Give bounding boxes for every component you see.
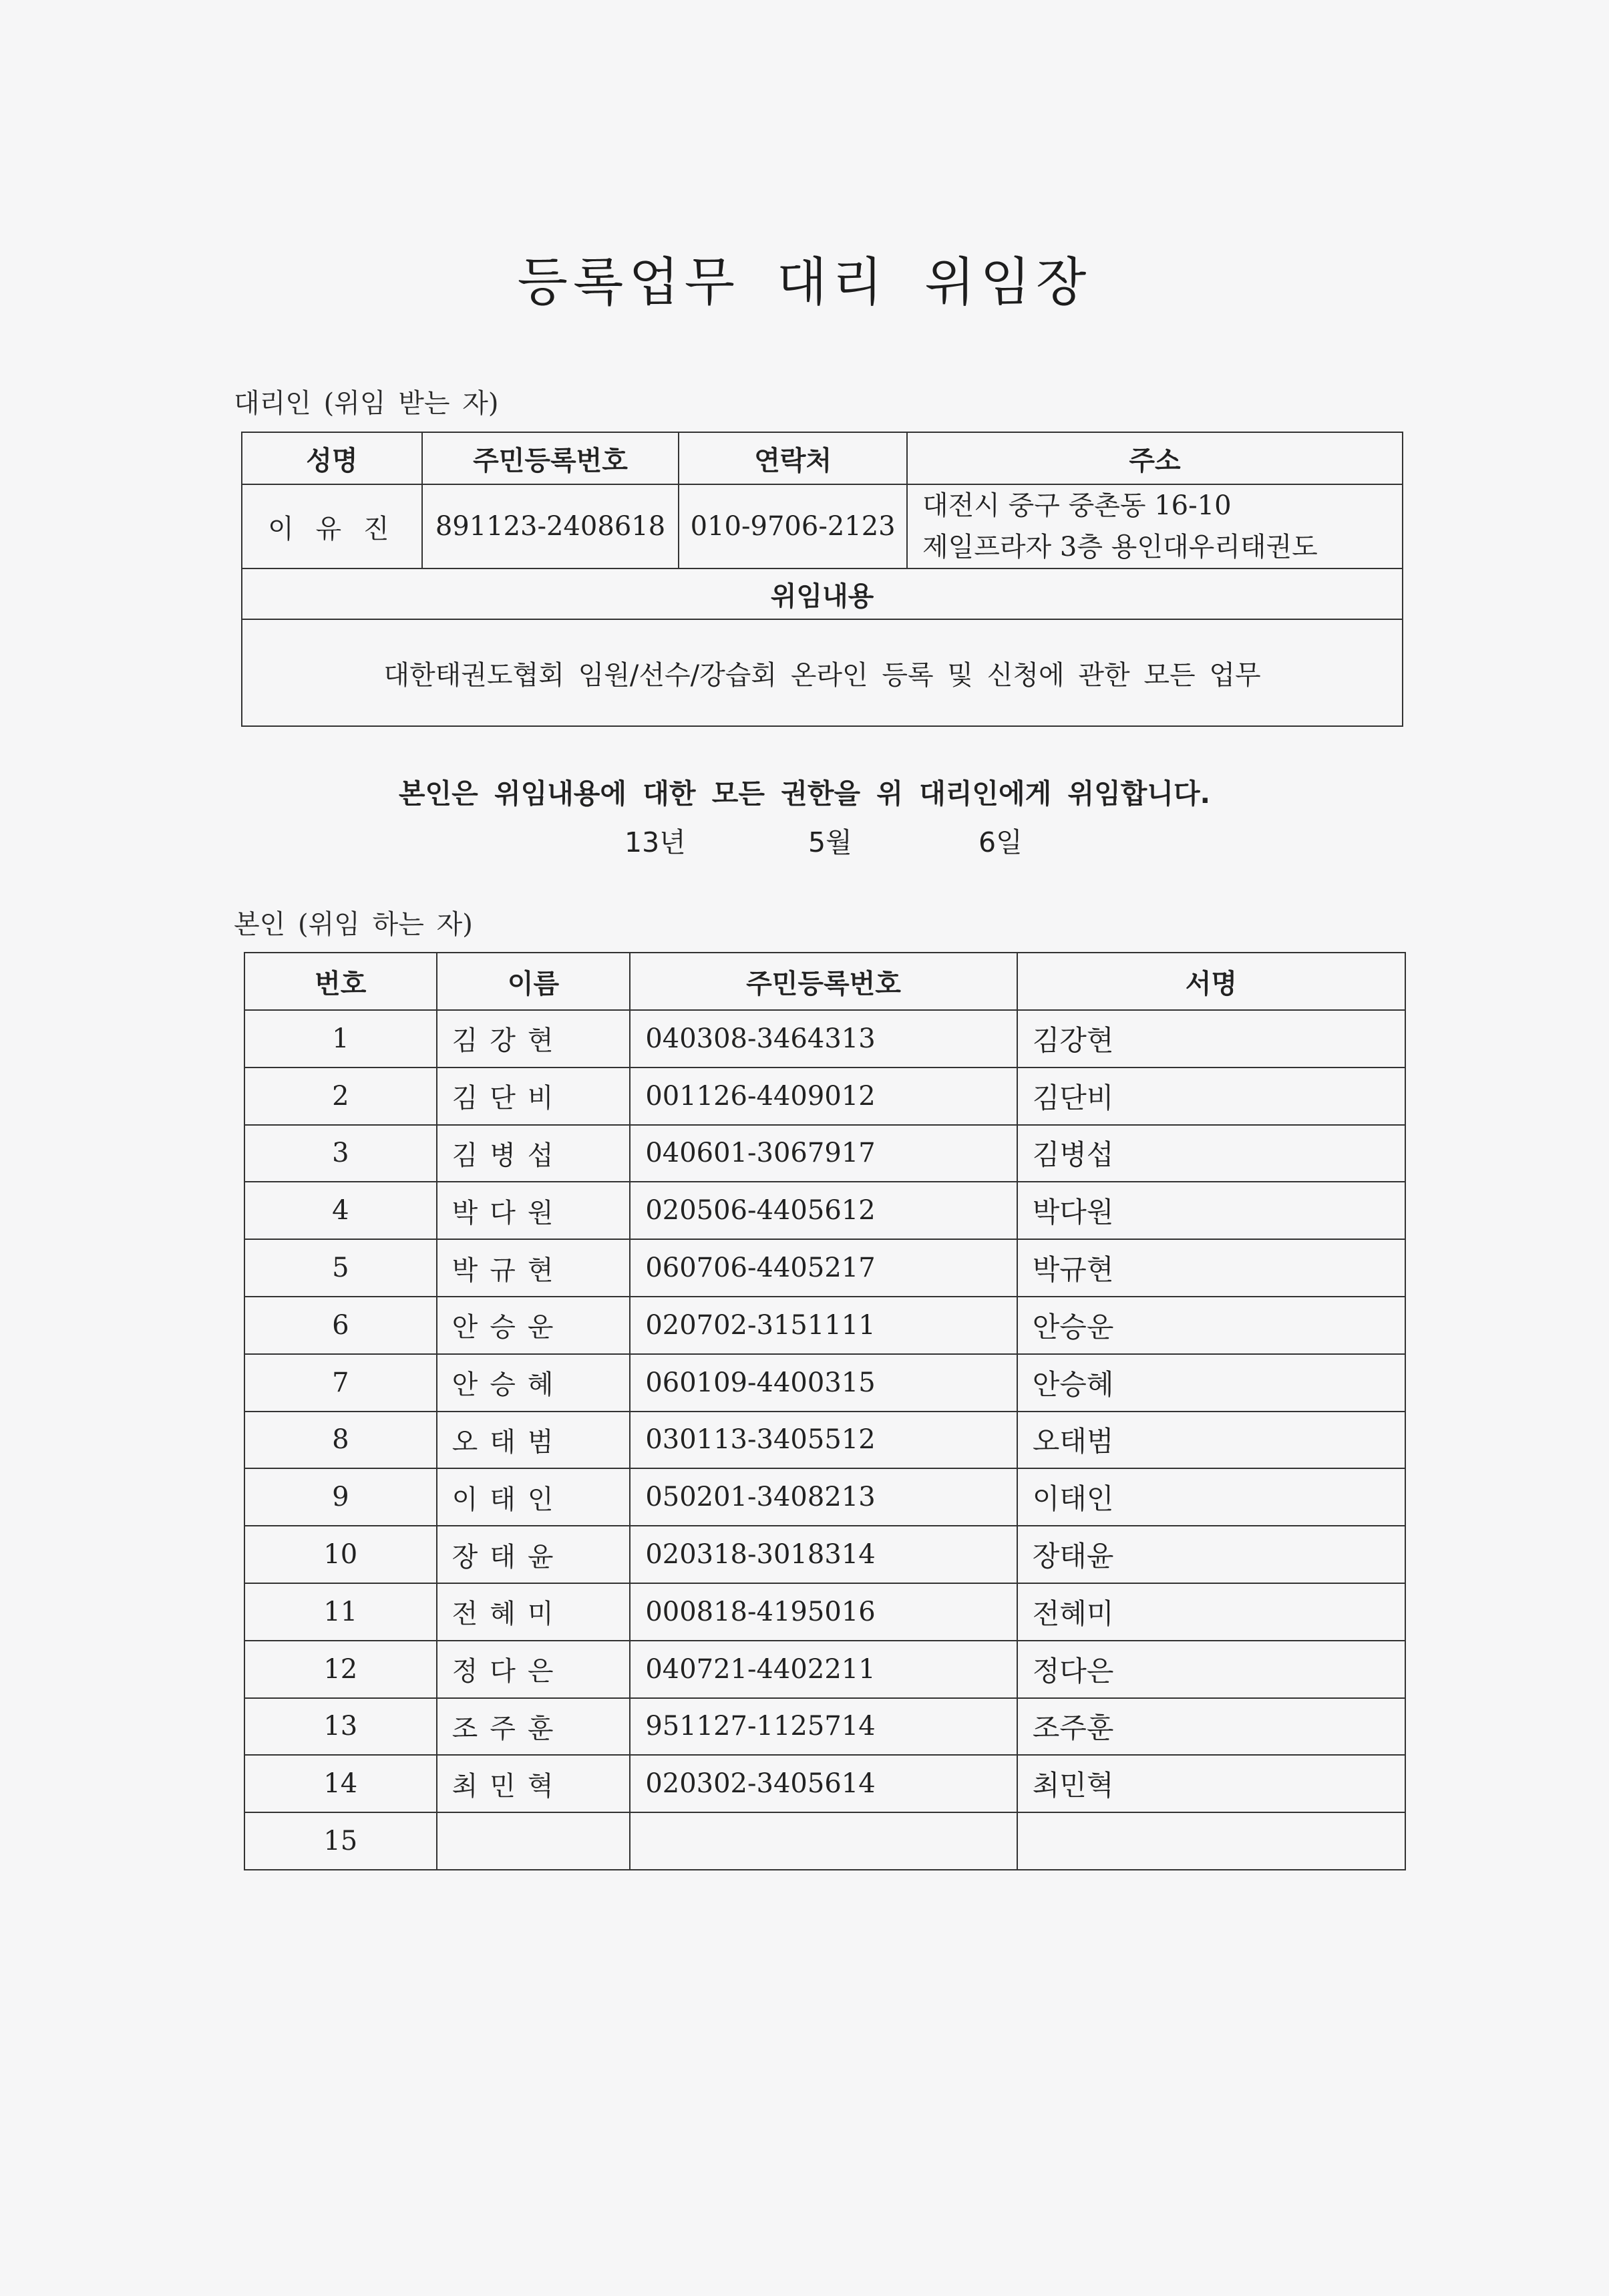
principal-header-signature: 서명	[1017, 953, 1405, 1010]
row-number: 4	[244, 1182, 437, 1239]
agent-address	[907, 484, 1403, 568]
agent-header-rrn: 주민등록번호	[422, 432, 679, 484]
row-number: 10	[244, 1526, 437, 1583]
table-row	[244, 1297, 1405, 1354]
row-rrn: 000818-4195016	[630, 1583, 1017, 1641]
row-name: 전혜미	[437, 1583, 631, 1641]
row-number: 12	[244, 1641, 437, 1698]
date-year: 13년	[624, 826, 686, 858]
row-number: 2	[244, 1068, 437, 1125]
principal-table	[244, 952, 1406, 1870]
principal-section-label: 본인 (위임 하는 자)	[234, 909, 473, 940]
table-row	[244, 1412, 1405, 1469]
row-signature: 이태인	[1017, 1468, 1405, 1526]
row-rrn: 040308-3464313	[630, 1010, 1017, 1068]
row-signature: 안승혜	[1017, 1354, 1405, 1412]
row-signature	[1017, 1812, 1405, 1870]
row-name: 김단비	[437, 1068, 631, 1125]
row-signature: 조주훈	[1017, 1698, 1405, 1756]
row-rrn: 001126-4409012	[630, 1068, 1017, 1125]
row-rrn: 951127-1125714	[630, 1698, 1017, 1756]
row-name: 이태인	[437, 1468, 631, 1526]
document-title: 등록업무 대리 위임장	[517, 253, 1092, 313]
table-row	[244, 1239, 1405, 1297]
row-number: 5	[244, 1239, 437, 1297]
row-rrn: 040721-4402211	[630, 1641, 1017, 1698]
row-number: 13	[244, 1698, 437, 1756]
row-name: 장태윤	[437, 1526, 631, 1583]
agent-table	[241, 432, 1403, 727]
row-name: 김강현	[437, 1010, 631, 1068]
row-name: 오태범	[437, 1412, 631, 1469]
row-rrn	[630, 1812, 1017, 1870]
table-row	[244, 1641, 1405, 1698]
principal-header-name: 이름	[437, 953, 631, 1010]
row-signature: 안승운	[1017, 1297, 1405, 1354]
row-number: 14	[244, 1755, 437, 1812]
row-name: 박규현	[437, 1239, 631, 1297]
table-row	[244, 1010, 1405, 1068]
table-row	[244, 1068, 1405, 1125]
row-name: 조주훈	[437, 1698, 631, 1756]
table-row	[244, 1182, 1405, 1239]
agent-phone: 010-9706-2123	[679, 484, 907, 568]
row-rrn: 060706-4405217	[630, 1239, 1017, 1297]
table-row	[244, 1526, 1405, 1583]
row-name: 최민혁	[437, 1755, 631, 1812]
row-number: 8	[244, 1412, 437, 1469]
row-rrn: 050201-3408213	[630, 1468, 1017, 1526]
row-rrn: 020318-3018314	[630, 1526, 1017, 1583]
row-name: 안승혜	[437, 1354, 631, 1412]
row-name: 김병섭	[437, 1125, 631, 1182]
row-number: 1	[244, 1010, 437, 1068]
row-signature: 김병섭	[1017, 1125, 1405, 1182]
row-signature: 장태윤	[1017, 1526, 1405, 1583]
date-day: 6일	[978, 826, 1023, 858]
row-signature: 박규현	[1017, 1239, 1405, 1297]
row-name	[437, 1812, 631, 1870]
agent-header-address: 주소	[907, 432, 1403, 484]
row-number: 6	[244, 1297, 437, 1354]
date-month: 5월	[808, 826, 852, 858]
table-row	[244, 1698, 1405, 1756]
row-number: 3	[244, 1125, 437, 1182]
row-rrn: 020702-3151111	[630, 1297, 1017, 1354]
mandate-text: 대한태권도협회 임원/선수/강습회 온라인 등록 및 신청에 관한 모든 업무	[242, 619, 1403, 726]
agent-header-phone: 연락처	[679, 432, 907, 484]
row-signature: 김단비	[1017, 1068, 1405, 1125]
row-signature: 정다은	[1017, 1641, 1405, 1698]
row-signature: 박다원	[1017, 1182, 1405, 1239]
row-rrn: 030113-3405512	[630, 1412, 1017, 1469]
row-signature: 오태범	[1017, 1412, 1405, 1469]
row-number: 11	[244, 1583, 437, 1641]
table-row	[244, 1583, 1405, 1641]
principal-header-rrn: 주민등록번호	[630, 953, 1017, 1010]
row-number: 15	[244, 1812, 437, 1870]
row-rrn: 020302-3405614	[630, 1755, 1017, 1812]
table-row	[244, 1468, 1405, 1526]
row-name: 정다은	[437, 1641, 631, 1698]
delegation-statement: 본인은 위임내용에 대한 모든 권한을 위 대리인에게 위임합니다.	[398, 778, 1211, 810]
row-name: 안승운	[437, 1297, 631, 1354]
principal-header-no: 번호	[244, 953, 437, 1010]
agent-name: 이 유 진	[242, 484, 422, 568]
table-row	[244, 1812, 1405, 1870]
table-row	[244, 1755, 1405, 1812]
agent-address-line1: 대전시 중구 중촌동 16-10	[922, 490, 1232, 521]
table-row	[244, 1125, 1405, 1182]
row-name: 박다원	[437, 1182, 631, 1239]
mandate-header: 위임내용	[242, 568, 1403, 619]
row-number: 7	[244, 1354, 437, 1412]
row-rrn: 060109-4400315	[630, 1354, 1017, 1412]
row-signature: 최민혁	[1017, 1755, 1405, 1812]
agent-rrn: 891123-2408618	[422, 484, 679, 568]
agent-address-line2: 제일프라자 3층 용인대우리태권도	[922, 532, 1318, 562]
agent-header-name: 성명	[242, 432, 422, 484]
agent-section-label: 대리인 (위임 받는 자)	[234, 388, 499, 419]
row-number: 9	[244, 1468, 437, 1526]
row-rrn: 020506-4405612	[630, 1182, 1017, 1239]
row-rrn: 040601-3067917	[630, 1125, 1017, 1182]
row-signature: 김강현	[1017, 1010, 1405, 1068]
table-row	[244, 1354, 1405, 1412]
row-signature: 전혜미	[1017, 1583, 1405, 1641]
